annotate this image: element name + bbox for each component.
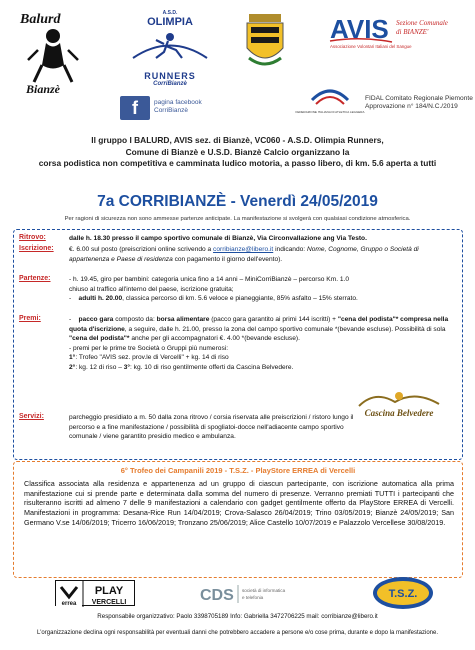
premi-label: Premi: xyxy=(19,315,41,322)
cascina-belvedere-logo xyxy=(355,388,443,420)
intro-line: Il gruppo I BALURD, AVIS sez. di Bianzè, VC060 - A.S.D. Olimpia Runners, xyxy=(91,135,384,145)
cds-text: CDS xyxy=(200,587,234,604)
intro-line: Comune di Bianzè e U.S.D. Bianzè Calcio organizzano la xyxy=(125,146,350,157)
olimpia-name: OLIMPIA xyxy=(147,16,193,28)
cascina-text: Cascina Belvedere xyxy=(364,408,434,418)
avis-sez-2: di BIANZE' xyxy=(396,28,429,36)
trophy-body: Classifica associata alla residenza e appartenenza ad un gruppo di ciascun partecipante, con iscrizione automatica alla prima manifestazione cui si prende parte e determinata dalla somma del numero di presenze. Verranno premiati TUTTI i partecipanti che risulteranno iscritti ad almeno 7 delle 9 manifestazioni a calendario con gadget gentilmente offerto da PlayStore ERREA di Vercelli. Manifestazioni in programma: Desana-Rice Run 14/04/2019; Crova-Salasco 26/04/2019; Trino 03/05/2019; Bianzè 24/05/2019; San Germano V.se 14/06/2019; Tricerro 16/06/2019; Tronzano 25/06/2019; Alice Castello 10/07/2019 e Palazzolo Vercellese 30/08/2019. xyxy=(24,479,454,527)
avis-assoc: Associazione Volontari Italiani del Sangue xyxy=(330,44,412,49)
facebook-line1: pagina facebook xyxy=(154,99,202,106)
servizi-label: Servizi: xyxy=(19,413,44,420)
ritrovo-label: Ritrovo: xyxy=(19,234,46,241)
olimpia-asd: A.S.D. xyxy=(162,10,178,16)
event-subtitle: Per ragioni di sicurezza non sono ammesse partenze anticipate. La manifestazione si svolgerà con qualsiasi condizione atmosferica. xyxy=(64,216,411,222)
olimpia-sub: CorriBianzè xyxy=(153,81,187,87)
fidal-line2: Approvazione n° 184/N.C./2019 xyxy=(365,103,458,111)
partenze-label: Partenze: xyxy=(19,275,51,282)
facebook-icon[interactable]: f xyxy=(120,96,150,120)
fidal-approval xyxy=(365,95,473,111)
fidal-mark-text: FEDERAZIONE ITALIANA DI ATLETICA LEGGERA xyxy=(295,110,365,114)
avis-sez-1: Sezione Comunale xyxy=(396,19,448,27)
trophy-box xyxy=(13,461,463,578)
errea-playstore-logo xyxy=(55,580,135,606)
errea-text: errea xyxy=(61,601,77,607)
trophy-title: 6° Trofeo dei Campanili 2019 - T.S.Z. - PlayStore ERREA di Vercelli xyxy=(120,466,356,475)
balurd-logo-top: Balurd xyxy=(20,12,61,27)
balurd-logo xyxy=(18,10,88,96)
avis-logo xyxy=(330,14,455,50)
runner-icon xyxy=(128,28,212,66)
tsz-logo xyxy=(372,576,434,610)
fidal-logo xyxy=(295,80,365,120)
svg-text:società di informatica: società di informatica xyxy=(242,588,286,593)
iscrizione-label: Iscrizione: xyxy=(19,245,54,252)
program-box xyxy=(13,229,463,460)
balurd-logo-bottom: Bianzè xyxy=(26,82,61,96)
partenze-text: - h. 19.45, giro per bambini: categoria unica fino a 14 anni – MiniCorriBianzè – percorso Km. 1.0 chiuso al traffico all'interno del paese, iscrizione gratuita; - adulti h. 20.00, classica percorso di km. 5.6 veloce e pianeggiante, 85% asfalto – 15% sterrato. xyxy=(69,276,358,303)
intro-line: corsa podistica non competitiva e camminata ludico motoria, a passo libero, di km. 5.6 aperta a tutti xyxy=(38,158,437,169)
olimpia-runners-logo xyxy=(128,10,212,90)
intro xyxy=(10,135,465,170)
facebook-line2: CorriBianzè xyxy=(154,107,188,115)
footer-contacts: Responsabile organizzativo: Paolo 3398705189 Info: Gabriella 3472706225 mail: corribianze@libero.it xyxy=(97,613,378,620)
avis-name: AVIS xyxy=(330,14,389,44)
facebook-label[interactable] xyxy=(154,99,202,115)
svg-text:e telefonia: e telefonia xyxy=(242,595,264,600)
premi-text: - pacco gara composto da: borsa alimentare (pacco gara garantito ai primi 144 iscritti) + "cena del podista"* compresa nella quota d'iscrizione, a seguire, dalle h. 21.00, presso la zona del campo sportivo comunale *(bevande escluse). Possibilità di sola "cena del podista"* anche per gli accompagnatori €. 4.00 *(bevande escluse). - premi per le prime tre Società o Gruppi più numerosi: 1°: Trofeo "AVIS sez. prov.le di Vercelli" + kg. 14 di riso 2°: kg. 12 di riso – 3°: kg. 10 di riso gentilmente offerti da Cascina Belvedere. xyxy=(69,316,449,371)
ritrovo-text: dalle h. 18.30 presso il campo sportivo comunale di Bianzè, Via Circonvallazione ang Via Testo. xyxy=(69,235,367,242)
vercelli-text: VERCELLI xyxy=(91,599,127,606)
cds-logo xyxy=(200,583,290,605)
play-text: PLAY xyxy=(94,585,124,597)
iscrizione-text: €. 6.00 sul posto (preiscrizioni online scrivendo a corribianze@libero.it indicando: Nome, Cognome, Gruppo o Società di appartenenza e Paese di residenza con pagamento il giorno dell'evento). xyxy=(69,246,419,263)
bianze-crest-icon xyxy=(243,14,287,70)
email-link[interactable]: corribianze@libero.it xyxy=(213,246,274,253)
footer-disclaimer: L'organizzazione declina ogni responsabilità per eventuali danni che potrebbero accadere a persone e/o cose prima, durante e dopo la manifestazione. xyxy=(36,630,439,636)
olimpia-runners: RUNNERS xyxy=(144,71,196,81)
facebook-badge[interactable] xyxy=(120,96,202,122)
tsz-text: T.S.Z. xyxy=(388,588,418,600)
servizi-text: parcheggio presidiato a m. 50 dalla zona ritrovo / corsia riservata alle preiscrizioni / ristoro lungo il percorso e a fine manifestazione / possibilità di spogliatoi-docce nell'adiacente campo sportivo comunale / viene garantito presidio medico e ambulanza. xyxy=(69,414,354,441)
event-title: 7a CORRIBIANZÈ - Venerdì 24/05/2019 xyxy=(97,193,378,210)
fidal-line1: FIDAL Comitato Regionale Piemonte xyxy=(365,95,473,102)
